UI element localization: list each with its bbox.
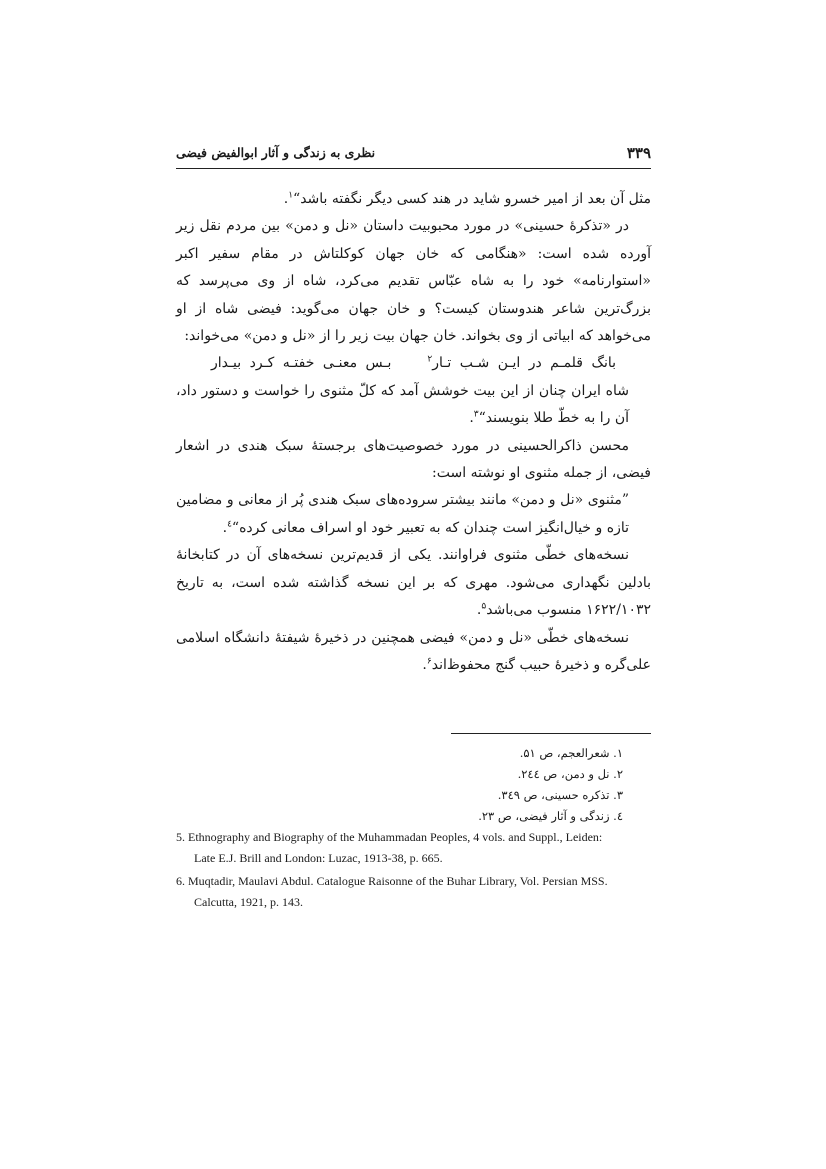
page-number: ۳۳۹ — [626, 144, 651, 162]
paragraph-5-text: نسخه‌های خطّی «نل و دمن» فیضی همچنین در ذخیرۀ شیفتۀ دانشگاه اسلامی علی‌گره و ذخیرۀ حبیب گنج محفوظ‌اند — [176, 629, 651, 673]
footnote-6-line-2: Calcutta, 1921, p. 143. — [194, 894, 303, 909]
footnote-5 — [176, 827, 651, 868]
paragraph-1: مثل آن بعد از امیر خسرو شاید در هند کسی دیگر نگفته باشد“$^۱$. — [283, 190, 651, 207]
verse — [176, 350, 651, 377]
main-text — [176, 186, 651, 679]
footnote-5-line-1: 5. Ethnography and Biography of the Muhammadan Peoples, 4 vols. and Suppl., Leiden: — [176, 830, 603, 844]
footnote-4: ٤. زندگی و آثار فیضی، ص ۲۳. — [478, 809, 623, 823]
running-title: نظری به زندگی و آثار ابوالفیض فیضی — [176, 145, 376, 160]
footnote-ref-5: ۵ — [481, 601, 487, 612]
paragraph-2: در «تذکرۀ حسینی» در مورد محبوبیت داستان «نل و دمن» بین مردم نقل زیر آورده شده است: «هنگامی که خان جهان کوکلتاش در مقام سفیر اکبر «استوارنامه» خود را به شاه عبّاس تقدیم می‌کرد، شاه از وی می‌پرسد که بزرگ‌ترین شاعر هندوستان کیست؟ و خان جهان می‌گوید: فیضی شاه از او می‌خواهد که ابیاتی از وی بخواند. خان جهان بیت زیر را از «نل و دمن» می‌خواند: — [176, 218, 651, 345]
verse-hemistich-1 — [427, 350, 616, 377]
quote-1-text: شاه ایران چنان از این بیت خوشش آمد که کلّ مثنوی را خواست و دستور داد، آن را به خطّ طلا بنویسند“ — [176, 382, 629, 427]
footnote-1: ۱. شعرالعجم، ص ۵۱. — [519, 746, 623, 760]
footnote-divider — [451, 733, 651, 734]
footnote-ref-6: ۶ — [426, 656, 432, 667]
paragraph-5: نسخه‌های خطّی «نل و دمن» فیضی همچنین در ذخیرۀ شیفتۀ دانشگاه اسلامی علی‌گره و ذخیرۀ حبیب گنج محفوظ‌اند$^۶$. — [176, 629, 651, 673]
footnote-ref-3: ۳ — [473, 409, 479, 420]
quote-1: شاه ایران چنان از این بیت خوشش آمد که کلّ مثنوی را خواست و دستور داد، آن را به خطّ طلا بنویسند“$^۳$. — [176, 382, 629, 427]
paragraph-4: نسخه‌های خطّی مثنوی فراوانند. یکی از قدیم‌ترین نسخه‌های آن در کتابخانۀ بادلین نگهداری می‌شود. مهری که بر این نسخه گذاشته شده است، به تاریخ ۱۶۲۲/۱۰۳۲ منسوب می‌باشد$^۵$. — [176, 547, 651, 619]
footnote-2: ۲. نل و دمن، ص ۲٤٤. — [517, 767, 623, 781]
paragraph-1-text: مثل آن بعد از امیر خسرو شاید در هند کسی دیگر نگفته باشد“ — [293, 191, 651, 207]
quote-2: ”مثنوی «نل و دمن» مانند بیشتر سروده‌های سبک هندی پُر از معانی و مضامین تازه و خیال‌انگیز است چندان که به تعبیر خود او اسراف معانی کرده“$^٤$. — [176, 492, 629, 536]
verse-hemistich-2: بـس معنـی خفتـه کـرد بیـدار — [210, 355, 392, 372]
verse-hemistich-1-text: بانگ قلمـم در ایـن شـب تـار — [432, 355, 617, 372]
footnote-6 — [176, 871, 651, 912]
footnotes-english — [176, 827, 651, 915]
footnote-5-line-2: Late E.J. Brill and London: Luzac, 1913-38, p. 665. — [194, 850, 443, 865]
page-header — [176, 144, 651, 169]
paragraph-4-text: نسخه‌های خطّی مثنوی فراوانند. یکی از قدیم‌ترین نسخه‌های آن در کتابخانۀ بادلین نگهداری می‌شود. مهری که بر این نسخه گذاشته شده است، به تاریخ ۱۶۲۲/۱۰۳۲ منسوب می‌باشد — [176, 547, 651, 619]
footnote-ref-2: ۲ — [427, 354, 433, 365]
footnote-6-line-1: 6. Muqtadir, Maulavi Abdul. Catalogue Raisonne of the Buhar Library, Vol. Persian MSS. — [176, 874, 608, 888]
footnote-ref-4: ٤ — [227, 519, 232, 530]
footnotes-persian — [176, 743, 651, 827]
quote-2-text: ”مثنوی «نل و دمن» مانند بیشتر سروده‌های سبک هندی پُر از معانی و مضامین تازه و خیال‌انگیز است چندان که به تعبیر خود او اسراف معانی کرده“ — [176, 492, 629, 536]
paragraph-3: محسن ذاکرالحسینی در مورد خصوصیت‌های برجستۀ سبک هندی در اشعار فیضی، از جمله مثنوی او نوشته است: — [176, 437, 651, 482]
footnote-3: ۳. تذکره حسینی، ص ۳٤۹. — [497, 788, 623, 802]
footnote-ref-1: ۱ — [288, 190, 294, 201]
